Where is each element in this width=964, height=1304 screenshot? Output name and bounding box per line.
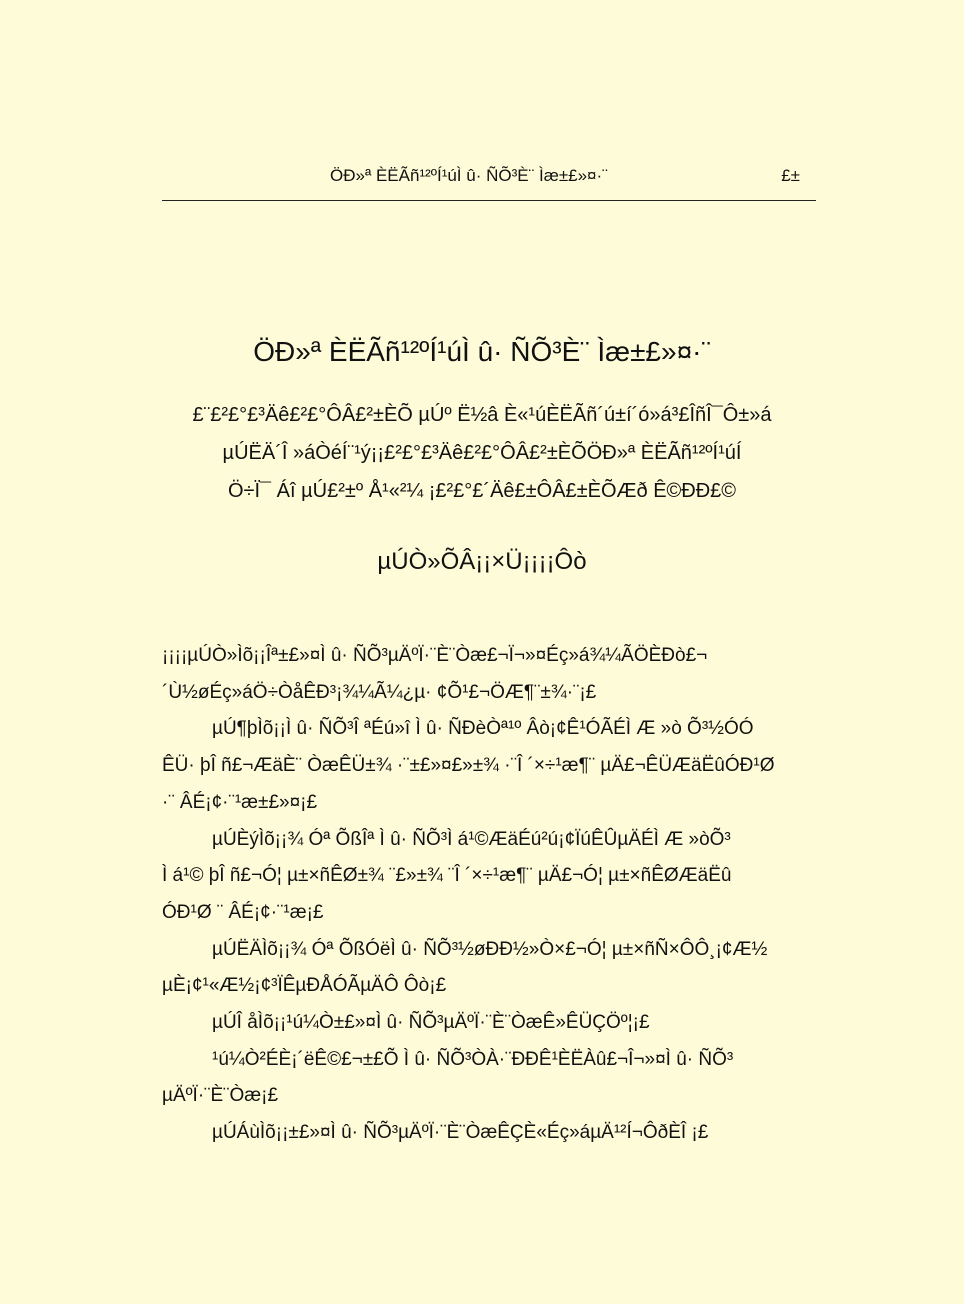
- text-line: µÚËÄÌõ¡¡¾ Óª ÕßÓëÌ û· ÑÕ³½øÐÐ½»Ò×£¬Ó¦ µ±×ñÑ×ÔÔ¸¡¢Æ½: [212, 938, 768, 960]
- text-line: µÚ¶þÌõ¡¡Ì û· ÑÕ³Î ªÉú»î Ì û· ÑÐèÒª¹º Âò¡¢Ê¹ÓÃÉÌ Æ »ò Õ³½ÓÓ: [212, 718, 754, 740]
- text-line: ¹ú¼Ò²ÉÈ¡´ëÊ©£¬±£Õ Ì û· ÑÕ³ÒÀ·¨ÐÐÊ¹ÈËÀû£¬Î¬»¤Ì û· ÑÕ³: [212, 1048, 734, 1070]
- decree-line: Ö÷Ï¯ Áî µÚ£²±º Å¹«²¼ ¡£²£°£´Äê£±ÔÂ£±ÈÕÆð Ê©ÐÐ£©: [227, 480, 737, 502]
- running-header-title: ÖÐ»ª ÈËÃñ¹²ºÍ¹úÌ û· ÑÕ³È¨ Ìæ±£»¤·¨: [330, 166, 608, 185]
- text-line: ·¨ ÂÉ¡¢·¨¹æ±£»¤¡£: [162, 791, 318, 813]
- document-title: ÖÐ»ª ÈËÃñ¹²ºÍ¹úÌ û· ÑÕ³È¨ Ìæ±£»¤·¨: [253, 336, 711, 367]
- chapter-title: µÚÒ»ÕÂ¡¡×Ü¡¡¡¡Ôò: [377, 548, 587, 575]
- text-line: µÈ¡¢¹«Æ½¡¢³ÏÊµÐÅÓÃµÄÔ Ôò¡£: [162, 975, 447, 997]
- text-line: ´Ù½øÉç»áÖ÷ÒåÊÐ³¡¾¼Ã¼¿µ· ¢Õ¹£¬ÖÆ¶¨±¾·¨¡£: [162, 681, 597, 703]
- text-line: µÚÈýÌõ¡¡¾ Óª ÕßÎª Ì û· ÑÕ³Ì á¹©ÆäÉú²ú¡¢ÏúÊÛµÄÉÌ Æ »òÕ³: [212, 828, 731, 850]
- text-line: µÚÁùÌõ¡¡±£»¤Ì û· ÑÕ³µÄºÏ·¨È¨ÒæÊÇÈ«Éç»áµÄ¹²Í¬ÔðÈÎ ¡£: [212, 1122, 709, 1144]
- text-line: ÓÐ¹Ø ¨ ÂÉ¡¢·¨¹æ¡£: [162, 901, 324, 923]
- page-header: [162, 162, 816, 201]
- text-line: Ì á¹© þÎ ñ£¬Ó¦ µ±×ñÊØ±¾ ¨£»±¾ ¨Î ´×÷¹æ¶¨ µÄ£¬Ó¦ µ±×ñÊØÆäËû: [162, 865, 732, 887]
- text-line: ÊÜ· þÎ ñ£¬ÆäÈ¨ ÒæÊÜ±¾ ·¨±£»¤£»±¾ ·¨Î ´×÷¹æ¶¨ µÄ£¬ÊÜÆäËûÓÐ¹Ø: [162, 755, 775, 777]
- body-text: [162, 638, 826, 1152]
- text-line: µÄºÏ·¨È¨Òæ¡£: [162, 1085, 279, 1107]
- decree-note: [0, 396, 964, 510]
- decree-line: µÚËÄ´Î »áÒéÍ¨¹ý¡¡£²£°£³Äê£²£°ÔÂ£²±ÈÕÖÐ»ª ÈËÃñ¹²ºÍ¹úÍ: [222, 442, 742, 464]
- decree-line: £¨£²£°£³Äê£²£°ÔÂ£²±ÈÕ µÚº Ë½â È«¹úÈËÃñ´ú±í´ó»á³£ÎñÎ¯Ô±»á: [192, 404, 772, 426]
- text-line: ¡¡¡¡µÚÒ»Ìõ¡¡Îª±£»¤Ì û· ÑÕ³µÄºÏ·¨È¨Òæ£¬Ï¬»¤Éç»á¾¼ÃÖÈÐò£¬: [162, 645, 708, 666]
- page-number: £±: [781, 166, 800, 185]
- text-line: µÚÎ åÌõ¡¡¹ú¼Ò±£»¤Ì û· ÑÕ³µÄºÏ·¨È¨ÒæÊ»ÊÜÇÖº¦¡£: [212, 1012, 650, 1034]
